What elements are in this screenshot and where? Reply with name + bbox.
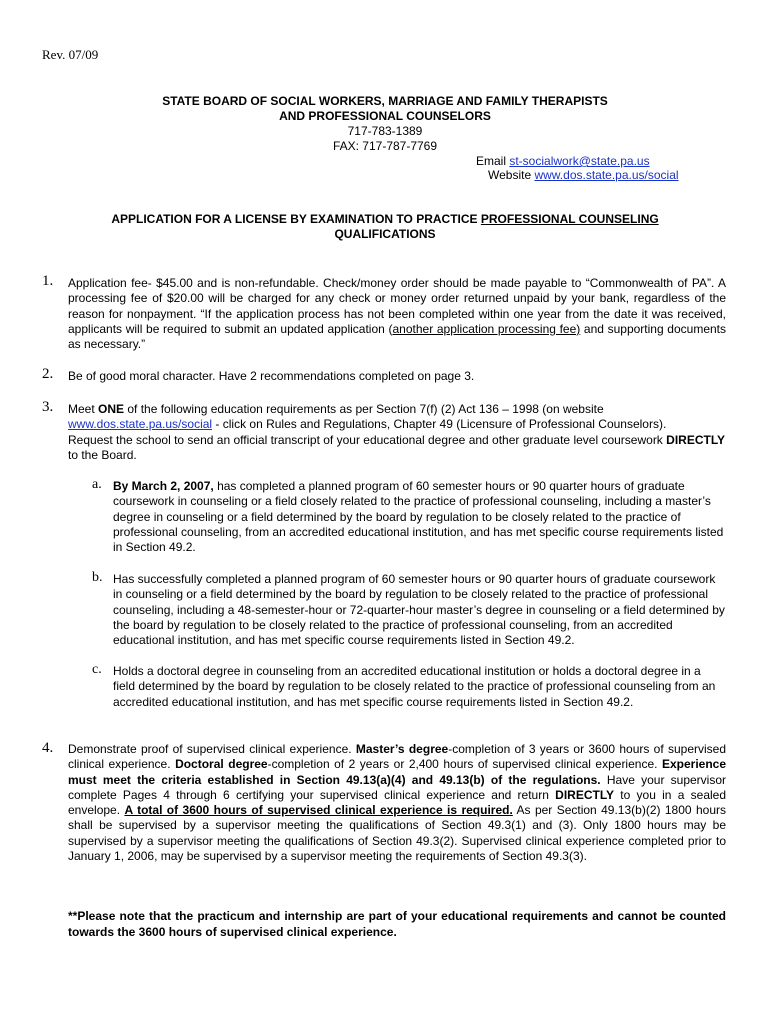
application-title-line1: APPLICATION FOR A LICENSE BY EXAMINATION TO PRACTICE PROFESSIONAL COUNSELING [111, 212, 659, 226]
revision-label: Rev. 07/09 [42, 47, 99, 62]
website-link[interactable]: www.dos.state.pa.us/social [534, 168, 679, 182]
item-2-text: Be of good moral character. Have 2 recommendations completed on page 3. [68, 369, 475, 383]
item-3a-text: By March 2, 2007, has completed a planned program of 60 semester hours or 90 quarter hours of graduate coursework in counseling or a field closely related to the practice of professional counseling, including a master’s degree in counseling or a field determined by the board by regulation to be closely related to the practice of professional counseling, from an accredited educational institution, and has met specific course requirements listed in Section 49.2. [113, 479, 724, 555]
application-title [0, 212, 770, 242]
email-label: Email [476, 154, 510, 168]
total-hours-required: A total of 3600 hours of supervised clinical experience is required. [124, 803, 513, 818]
item-3c-letter: c. [92, 662, 102, 677]
item-4-number: 4. [42, 740, 54, 756]
board-title-line2: AND PROFESSIONAL COUNSELORS [279, 109, 491, 123]
item-3b-text: Has successfully completed a planned program of 60 semester hours or 90 quarter hours of graduate coursework in counseling or a field determined by the board by regulation to be closely related to the practice of professional counseling, including a 48-semester-hour or 72-quarter-hour master’s degree in counseling or a field determined by the board by regulation to be closely related to the practice of professional counseling, from an accredited educational institution, and has met specific course requirements listed in Section 49.2. [113, 572, 725, 648]
board-website [488, 168, 679, 182]
item-3a-letter: a. [92, 477, 102, 492]
email-link[interactable]: st-socialwork@state.pa.us [509, 154, 650, 168]
board-title [0, 94, 770, 124]
regulations-link[interactable]: www.dos.state.pa.us/social [68, 417, 213, 432]
application-title-line2: QUALIFICATIONS [334, 227, 436, 241]
item-1-number: 1. [42, 273, 54, 289]
practicum-note: **Please note that the practicum and internship are part of your educational requirements and cannot be counted towards the 3600 hours of supervised clinical experience. [68, 909, 726, 939]
item-4-text: Demonstrate proof of supervised clinical experience. Master’s degree-completion of 3 years or 3600 hours of supervised clinical experience. Doctoral degree-completion of 2 years or 2,400 hours of supervised clinical experience. Experience must meet the criteria established in Section 49.13(a)(4) and 49.13(b) of the regulations. Have your supervisor complete Pages 4 through 6 certifying your supervised clinical experience and return DIRECTLY to you in a sealed envelope. A total of 3600 hours of supervised clinical experience is required. As per Section 49.13(b)(2) 1800 hours shall be supervised by a supervisor meeting the qualifications of Section 49.3(1) and (3). Only 1800 hours may be supervised by a supervisor meeting the qualifications of Section 49.3(2). Supervised clinical experience completed prior to January 1, 2006, may be supervised by a supervisor meeting the requirements of Section 49.3(3). [68, 742, 727, 864]
item-3-text: Meet ONE of the following education requirements as per Section 7(f) (2) Act 136 – 1998 (on website www.dos.state.pa.us/social - click on Rules and Regulations, Chapter 49 (Licensure of Professional Counselors). Request the school to send an official transcript of your educational degree and other graduate level coursework DIRECTLY to the Board. [68, 402, 726, 462]
board-fax: FAX: 717-787-7769 [332, 139, 438, 153]
board-email [476, 154, 650, 168]
item-3c-text: Holds a doctoral degree in counseling from an accredited educational institution or holds a doctoral degree in a field determined by the board by regulation to be closely related to the practice of professional counseling from an accredited educational institution, and has met specific course requirements listed in Section 49.2. [113, 664, 716, 709]
item-3b-letter: b. [92, 570, 103, 585]
item-1-text: Application fee- $45.00 and is non-refundable. Check/money order should be made payable to “Commonwealth of PA”. A processing fee of $20.00 will be charged for any check or money order returned unpaid by your bank, regardless of the reason for nonpayment. “If the application process has not been completed within one year from the date it was received, applicants will be required to submit an updated application (another application processing fee) and supporting documents as necessary.” [68, 276, 727, 352]
item-3-number: 3. [42, 399, 54, 415]
board-phone: 717-783-1389 [347, 124, 423, 138]
board-title-line1: STATE BOARD OF SOCIAL WORKERS, MARRIAGE AND FAMILY THERAPISTS [162, 94, 608, 108]
website-label: Website [488, 168, 535, 182]
processing-fee-link: another application processing fee) [392, 321, 581, 336]
item-2-number: 2. [42, 366, 54, 382]
